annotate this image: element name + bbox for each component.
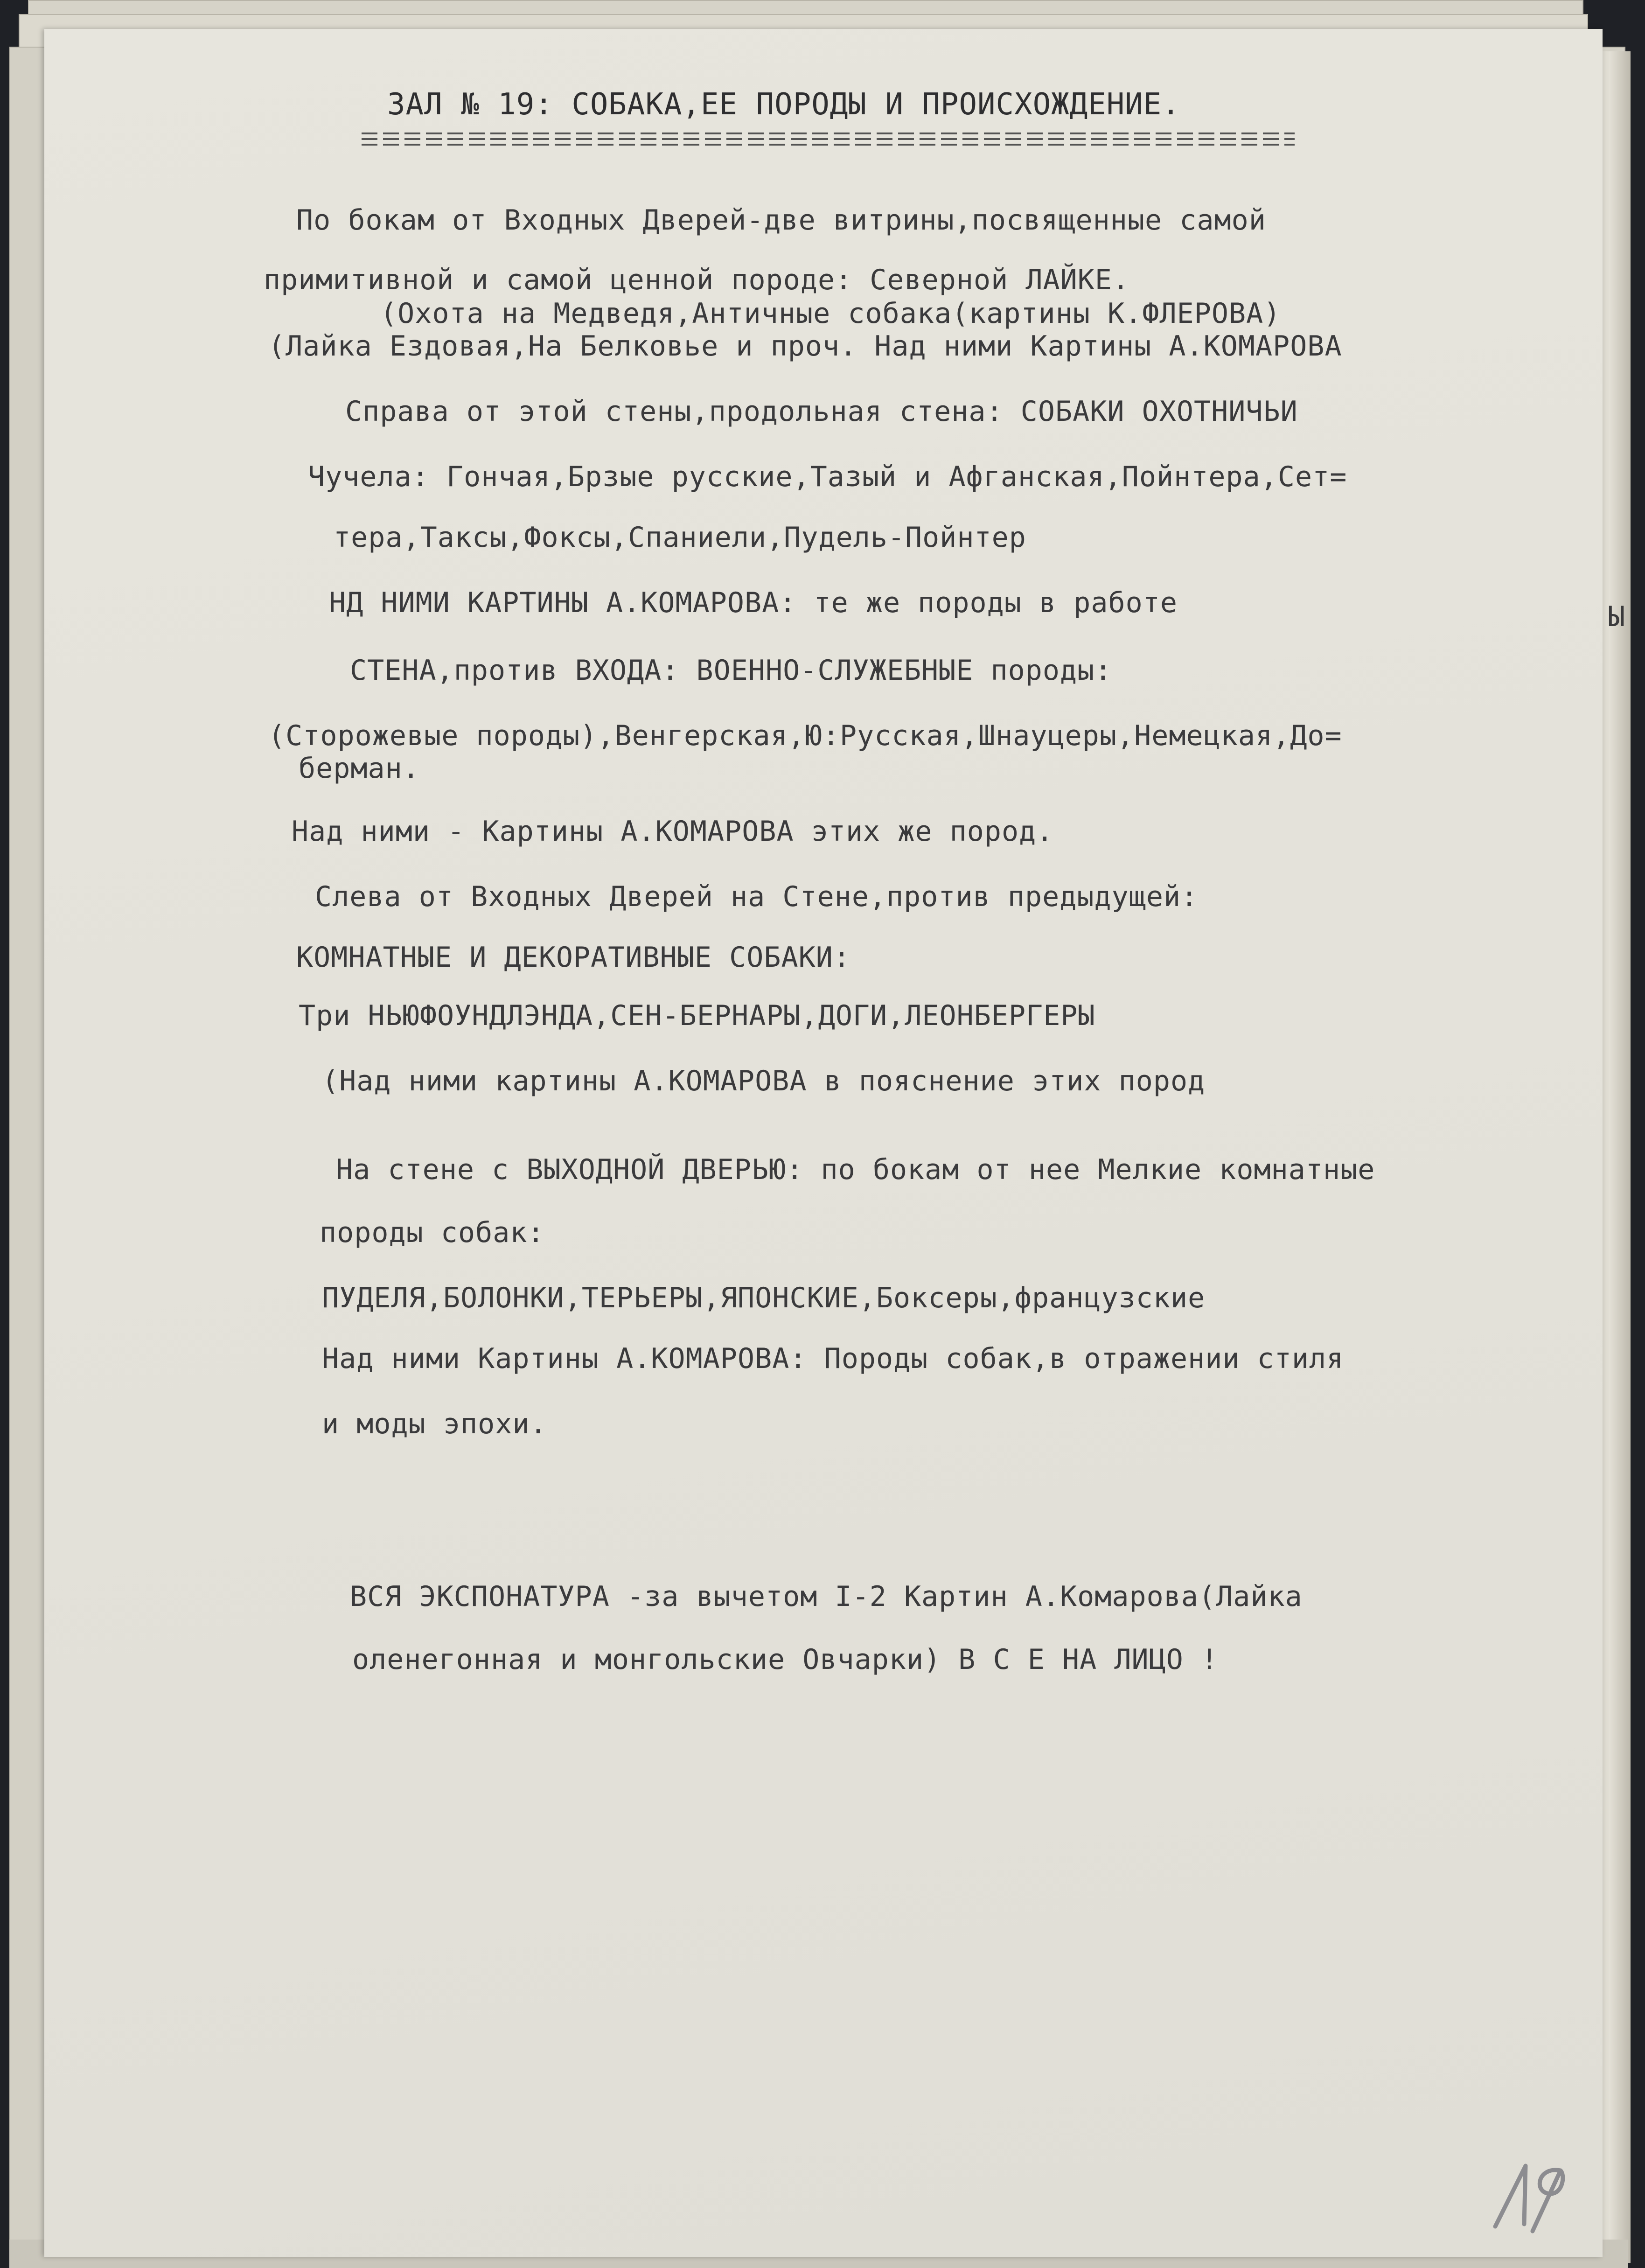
text-line: породы собак: — [320, 1216, 545, 1249]
text-line: Над ними - Картины А.КОМАРОВА этих же пород. — [292, 815, 1054, 848]
text-line: На стене с ВЫХОДНОЙ ДВЕРЬЮ: по бокам от нее Мелкие комнатные — [336, 1153, 1375, 1186]
text-line: ПУДЕЛЯ,БОЛОНКИ,ТЕРЬЕРЫ,ЯПОНСКИЕ,Боксеры,французские — [322, 1282, 1206, 1314]
text-line: Над ними Картины А.КОМАРОВА: Породы собак,в отражении стиля — [322, 1342, 1344, 1375]
text-line: (Над ними картины А.КОМАРОВА в пояснение этих пород — [322, 1065, 1206, 1097]
text-line: Справа от этой стены,продольная стена: СОБАКИ ОХОТНИЧЬИ — [345, 395, 1298, 428]
text-line: и моды эпохи. — [322, 1408, 547, 1440]
text-line: Три НЬЮФОУНДЛЭНДА,СЕН-БЕРНАРЫ,ДОГИ,ЛЕОНБЕРГЕРЫ — [299, 999, 1095, 1032]
text-line: оленегонная и монгольские Овчарки) В С Е НА ЛИЦО ! — [352, 1643, 1219, 1676]
text-line: Слева от Входных Дверей на Стене,против предыдущей: — [315, 880, 1199, 913]
text-line: (Лайка Ездовая,На Белковье и проч. Над ними Картины А.КОМАРОВА — [268, 330, 1342, 363]
title-underline — [362, 133, 1295, 146]
text-line: ВСЯ ЭКСПОНАТУРА -за вычетом I-2 Картин А.Комарова(Лайка — [350, 1580, 1303, 1613]
text-line: берман. — [299, 752, 420, 785]
text-line: КОМНАТНЫЕ И ДЕКОРАТИВНЫЕ СОБАКИ: — [296, 941, 850, 974]
text-line: Чучела: Гончая,Брзые русские,Тазый и Афганская,Пойнтера,Сет= — [308, 461, 1347, 493]
text-line: (Сторожевые породы),Венгерская,Ю:Русская,Шнауцеры,Немецкая,До= — [268, 719, 1342, 752]
text-line: тера,Таксы,Фоксы,Спаниели,Пудель-Пойнтер — [334, 521, 1026, 554]
handwritten-page-number — [1481, 2156, 1570, 2236]
text-line: СТЕНА,против ВХОДА: ВОЕННО-СЛУЖЕБНЫЕ породы: — [350, 654, 1112, 687]
text-line: (Охота на Медведя,Античные собака(картины К.ФЛЕРОВА) — [380, 297, 1281, 330]
margin-mark: Ы — [1608, 600, 1625, 633]
text-line: примитивной и самой ценной породе: Северной ЛАЙКЕ. — [264, 264, 1130, 296]
page-title: ЗАЛ № 19: СОБАКА,ЕЕ ПОРОДЫ И ПРОИСХОЖДЕНИЕ. — [387, 87, 1180, 122]
typewritten-page — [44, 29, 1625, 2257]
text-line: По бокам от Входных Дверей-две витрины,посвященные самой — [296, 204, 1266, 237]
text-line: НД НИМИ КАРТИНЫ А.КОМАРОВА: те же породы в работе — [329, 586, 1178, 619]
